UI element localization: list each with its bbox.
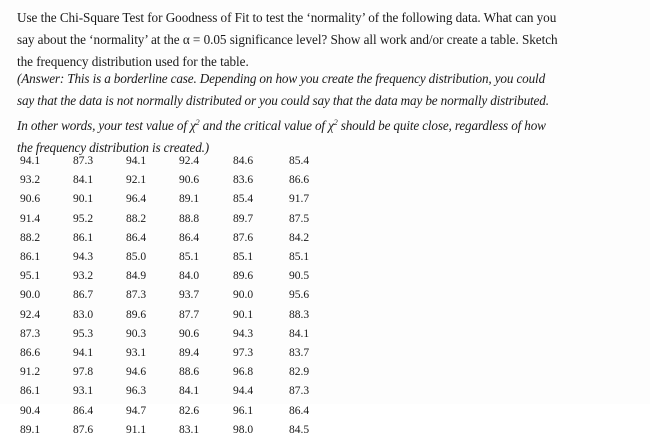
table-cell: 90.3 (126, 327, 147, 340)
table-cell: 86.1 (20, 385, 41, 398)
table-cell: 89.1 (179, 193, 200, 206)
table-cell: 92.1 (126, 174, 147, 187)
answer-line-3-part-3: should be quite close, regardless of how (337, 118, 546, 133)
table-cell: 85.1 (289, 251, 310, 264)
table-cell: 90.6 (179, 327, 200, 340)
table-cell: 94.1 (73, 347, 94, 360)
table-cell: 94.1 (126, 155, 147, 167)
table-cell: 90.1 (73, 193, 94, 206)
table-row (20, 286, 339, 305)
table-cell: 85.0 (126, 251, 147, 264)
table-cell: 96.8 (233, 366, 254, 379)
table-cell: 83.0 (73, 308, 94, 321)
table-cell: 96.3 (126, 385, 147, 398)
table-cell: 84.5 (289, 423, 310, 436)
table-cell: 93.7 (179, 289, 200, 302)
table-cell: 98.0 (233, 423, 254, 436)
table-cell: 91.2 (20, 366, 41, 379)
answer-line-2: say that the data is not normally distributed or you could say that the data may be normally distributed. (17, 93, 549, 108)
table-cell: 86.4 (73, 404, 94, 417)
squared-superscript: 2 (333, 118, 338, 127)
table-row (20, 325, 339, 344)
table-cell: 89.6 (126, 308, 147, 321)
table-cell: 89.1 (20, 423, 41, 436)
table-cell: 85.4 (233, 193, 254, 206)
table-cell: 89.6 (233, 270, 254, 283)
table-cell: 86.1 (73, 231, 94, 244)
table-cell: 88.8 (179, 212, 200, 225)
table-row (20, 190, 339, 209)
table-row (20, 248, 339, 267)
table-cell: 95.1 (20, 270, 41, 283)
table-cell: 97.3 (233, 347, 254, 360)
table-cell: 94.4 (233, 385, 254, 398)
table-row (20, 421, 339, 440)
table-cell: 90.5 (289, 270, 310, 283)
table-cell: 86.6 (289, 174, 310, 187)
table-cell: 92.4 (20, 308, 41, 321)
question-line-3: the frequency distribution used for the table. (17, 54, 249, 69)
table-cell: 84.9 (126, 270, 147, 283)
table-cell: 82.9 (289, 366, 310, 379)
table-row (20, 363, 339, 382)
table-cell: 84.1 (289, 327, 310, 340)
table-cell: 88.3 (289, 308, 310, 321)
table-cell: 83.7 (289, 347, 310, 360)
answer-line-3 (17, 112, 642, 137)
table-row (20, 210, 339, 229)
table-row (20, 382, 339, 401)
table-row (20, 267, 339, 286)
table-cell: 86.4 (179, 231, 200, 244)
table-cell: 90.6 (20, 193, 41, 206)
table-cell: 92.4 (179, 155, 200, 167)
table-cell: 95.3 (73, 327, 94, 340)
table-cell: 86.1 (20, 251, 41, 264)
answer-note (17, 68, 642, 159)
table-cell: 90.4 (20, 404, 41, 417)
answer-line-3-part-2: and the critical value of (199, 118, 329, 133)
chi-square-symbol (328, 118, 338, 133)
table-cell: 95.2 (73, 212, 94, 225)
question-line-1: Use the Chi-Square Test for Goodness of Fit to test the ‘normality’ of the following data. What can you (17, 10, 557, 25)
data-table (20, 152, 339, 440)
chi-square-symbol (190, 118, 200, 133)
question-line-2-end: significance level? Show all work and/or create a table. Sketch (226, 32, 558, 47)
answer-line-4: the frequency distribution is created.) (17, 140, 210, 155)
table-cell: 84.0 (179, 270, 200, 283)
table-cell: 91.7 (289, 193, 310, 206)
chi-letter: χ (328, 118, 334, 133)
table-cell: 87.7 (179, 308, 200, 321)
table-cell: 88.2 (126, 212, 147, 225)
table-cell: 95.6 (289, 289, 310, 302)
table-cell: 84.1 (73, 174, 94, 187)
table-cell: 85.1 (179, 251, 200, 264)
table-cell: 85.4 (289, 155, 310, 167)
table-cell: 93.1 (126, 347, 147, 360)
table-cell: 87.3 (73, 155, 94, 167)
table-cell: 87.3 (289, 385, 310, 398)
table-cell: 91.1 (126, 423, 147, 436)
table-row (20, 402, 339, 421)
table-cell: 93.2 (20, 174, 41, 187)
table-cell: 85.1 (233, 251, 254, 264)
table-cell: 84.1 (179, 385, 200, 398)
table-cell: 94.3 (73, 251, 94, 264)
table-cell: 93.2 (73, 270, 94, 283)
question-line-2 (17, 29, 642, 51)
table-row (20, 229, 339, 248)
answer-line-1: (Answer: This is a borderline case. Depending on how you create the frequency distribution, you could (17, 71, 546, 86)
table-row (20, 152, 339, 171)
table-cell: 94.6 (126, 366, 147, 379)
table-cell: 82.6 (179, 404, 200, 417)
answer-line-3-part-1: In other words, your test value of (17, 118, 191, 133)
table-cell: 97.8 (73, 366, 94, 379)
table-cell: 87.3 (20, 327, 41, 340)
table-cell: 84.2 (289, 231, 310, 244)
table-cell: 87.5 (289, 212, 310, 225)
table-cell: 90.6 (179, 174, 200, 187)
table-cell: 90.0 (20, 289, 41, 302)
table-cell: 86.7 (73, 289, 94, 302)
question-line-2-start: say about the ‘normality’ at the (17, 32, 183, 47)
table-cell: 96.4 (126, 193, 147, 206)
table-cell: 93.1 (73, 385, 94, 398)
table-row (20, 344, 339, 363)
table-cell: 88.6 (179, 366, 200, 379)
table-cell: 96.1 (233, 404, 254, 417)
table-cell: 90.1 (233, 308, 254, 321)
table-cell: 86.4 (289, 404, 310, 417)
chi-letter: χ (190, 118, 196, 133)
table-cell: 89.7 (233, 212, 254, 225)
table-cell: 83.1 (179, 423, 200, 436)
table-cell: 89.4 (179, 347, 200, 360)
table-cell: 84.6 (233, 155, 254, 167)
alpha-expression: α = 0.05 (182, 32, 227, 47)
question-text (17, 7, 642, 73)
table-cell: 94.3 (233, 327, 254, 340)
table-cell: 88.2 (20, 231, 41, 244)
table-row (20, 171, 339, 190)
table-cell: 83.6 (233, 174, 254, 187)
table-cell: 90.0 (233, 289, 254, 302)
table-cell: 87.6 (233, 231, 254, 244)
table-cell: 87.3 (126, 289, 147, 302)
table-cell: 94.7 (126, 404, 147, 417)
table-row (20, 306, 339, 325)
squared-superscript: 2 (195, 118, 200, 127)
table-cell: 94.1 (20, 155, 41, 167)
table-cell: 86.6 (20, 347, 41, 360)
table-cell: 86.4 (126, 231, 147, 244)
table-cell: 91.4 (20, 212, 41, 225)
table-cell: 87.6 (73, 423, 94, 436)
